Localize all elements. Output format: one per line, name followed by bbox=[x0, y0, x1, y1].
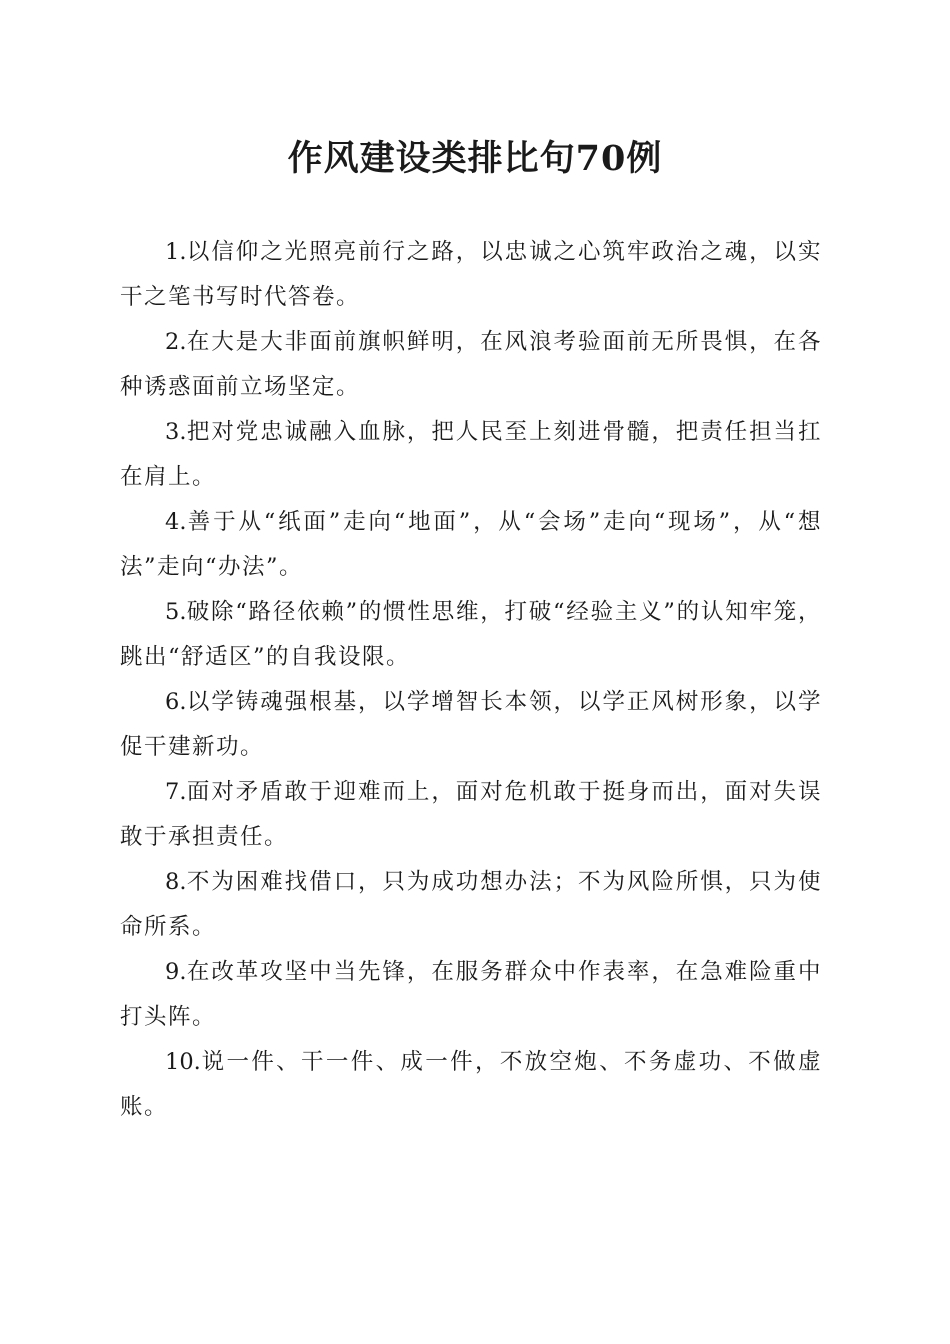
paragraph-number: 2. bbox=[165, 329, 187, 355]
document-title: 作风建设类排比句70例 bbox=[287, 138, 663, 179]
paragraph-text: 把对党忠诚融入血脉，把人民至上刻进骨髓，把责任担当扛在肩上。 bbox=[120, 419, 822, 490]
paragraph-number: 7. bbox=[165, 779, 187, 805]
paragraph-text: 以学铸魂强根基，以学增智长本领，以学正风树形象，以学促干建新功。 bbox=[120, 689, 822, 760]
paragraph-text: 不为困难找借口，只为成功想办法；不为风险所惧，只为使命所系。 bbox=[120, 869, 822, 940]
paragraph-text: 善于从“纸面”走向“地面”，从“会场”走向“现场”，从“想法”走向“办法”。 bbox=[120, 509, 822, 580]
document-body bbox=[120, 230, 822, 1130]
paragraph-number: 1. bbox=[165, 239, 187, 265]
paragraph-text: 面对矛盾敢于迎难而上，面对危机敢于挺身而出，面对失误敢于承担责任。 bbox=[120, 779, 822, 850]
paragraph-4 bbox=[120, 500, 822, 590]
paragraph-text: 在大是大非面前旗帜鲜明，在风浪考验面前无所畏惧，在各种诱惑面前立场坚定。 bbox=[120, 329, 822, 400]
paragraph-text: 说一件、干一件、成一件，不放空炮、不务虚功、不做虚账。 bbox=[120, 1049, 822, 1120]
paragraph-6 bbox=[120, 680, 822, 770]
paragraph-number: 4. bbox=[165, 509, 187, 535]
paragraph-text: 破除“路径依赖”的惯性思维，打破“经验主义”的认知牢笼，跳出“舒适区”的自我设限。 bbox=[120, 599, 822, 670]
paragraph-number: 9. bbox=[165, 959, 187, 985]
paragraph-8 bbox=[120, 860, 822, 950]
paragraph-number: 5. bbox=[165, 599, 187, 625]
paragraph-number: 3. bbox=[165, 419, 187, 445]
paragraph-text: 以信仰之光照亮前行之路，以忠诚之心筑牢政治之魂，以实干之笔书写时代答卷。 bbox=[120, 239, 822, 310]
paragraph-number: 6. bbox=[165, 689, 187, 715]
paragraph-text: 在改革攻坚中当先锋，在服务群众中作表率，在急难险重中打头阵。 bbox=[120, 959, 822, 1030]
paragraph-1 bbox=[120, 230, 822, 320]
paragraph-3 bbox=[120, 410, 822, 500]
paragraph-number: 10. bbox=[165, 1049, 201, 1075]
paragraph-7 bbox=[120, 770, 822, 860]
paragraph-10 bbox=[120, 1040, 822, 1130]
paragraph-number: 8. bbox=[165, 869, 187, 895]
paragraph-9 bbox=[120, 950, 822, 1040]
paragraph-5 bbox=[120, 590, 822, 680]
paragraph-2 bbox=[120, 320, 822, 410]
